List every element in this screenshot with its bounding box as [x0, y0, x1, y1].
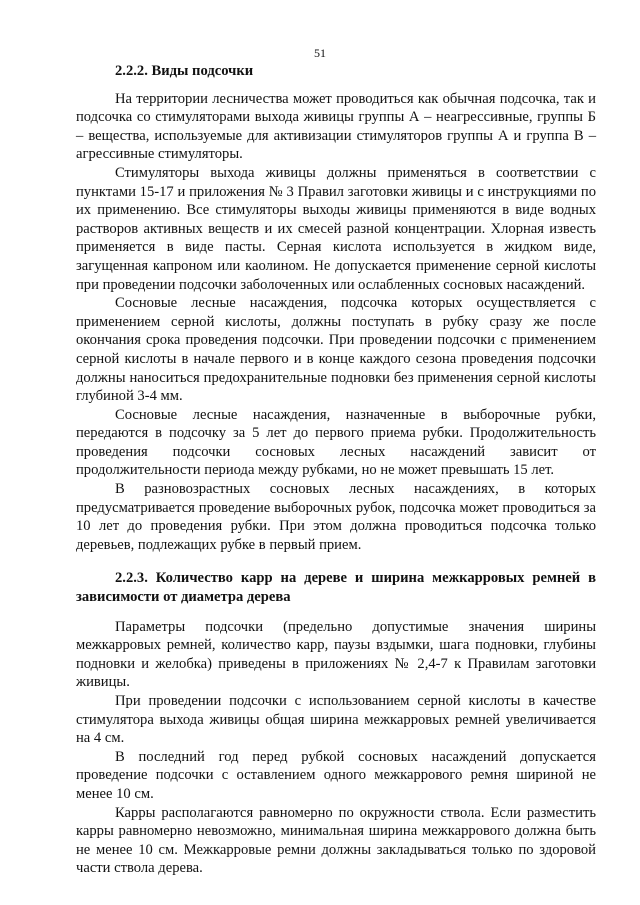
page-number: 51	[314, 46, 326, 60]
section-heading-2-2-2: 2.2.2. Виды подсочки	[115, 63, 254, 79]
paragraph: Параметры подсочки (предельно допустимые значения ширины межкарровых ремней, количество карр, паузы вздымки, шага подновки, глубины подновки и желобка) приведены в приложениях № 2,4-7 к Правилам заготовки живицы.	[76, 618, 596, 691]
page-content	[76, 62, 596, 878]
paragraph: Сосновые лесные насаждения, подсочка которых осуществляется с применением серной кислоты, должны поступать в рубку сразу же после окончания срока проведения подсочки. При проведении подсочки с применением серной кислоты в начале первого и в конце каждого сезона проведения подсочки должны наноситься предохранительные подновки без применения серной кислоты глубиной 3-4 мм.	[76, 295, 596, 405]
paragraph: Сосновые лесные насаждения, назначенные в выборочные рубки, передаются в подсочку за 5 лет до первого приема рубки. Продолжительность проведения подсочки сосновых лесных насаждений зависит от продолжительности периода между рубками, но не может превышать 15 лет.	[76, 406, 596, 479]
paragraph: В разновозрастных сосновых лесных насаждениях, в которых предусматривается проведение выборочных рубок, подсочка может проводиться за 10 лет до проведения рубки. При этом должна проводиться подсочка только деревьев, подлежащих рубке в первый прием.	[76, 481, 596, 553]
paragraph: При проведении подсочки с использованием серной кислоты в качестве стимулятора выхода живицы общая ширина межкарровых ремней увеличивается на 4 см.	[76, 693, 596, 747]
paragraph: На территории лесничества может проводиться как обычная подсочка, так и подсочка со стимуляторами выхода живицы группы А – неагрессивные, группы Б – вещества, используемые для активизации стимуляторов группы А и группа В – агрессивные стимуляторы.	[76, 90, 596, 163]
paragraph: Стимуляторы выхода живицы должны применяться в соответствии с пунктами 15-17 и приложения № 3 Правил заготовки живицы и с инструкциями по их применению. Все стимуляторы выходы живицы применяются в виде водных растворов активных веществ и их смесей разной концентрации. Хлорная известь применяется в виде пасты. Серная кислота используется в жидком виде, загущенная капроном или каолином. Не допускается применение серной кислоты при проведении подсочки заболоченных или ослабленных сосновых насаждений.	[76, 164, 596, 293]
paragraph: Карры располагаются равномерно по окружности ствола. Если разместить карры равномерно невозможно, минимальная ширина межкаррового должна быть не менее 10 см. Межкарровые ремни должны закладываться только по здоровой части ствола дерева.	[76, 804, 596, 877]
paragraph: В последний год перед рубкой сосновых насаждений допускается проведение подсочки с оставлением одного межкаррового ремня шириной не менее 10 см.	[76, 748, 596, 802]
section-heading-2-2-3: 2.2.3. Количество карр на дереве и ширина межкарровых ремней в зависимости от диаметра дерева	[76, 570, 596, 606]
